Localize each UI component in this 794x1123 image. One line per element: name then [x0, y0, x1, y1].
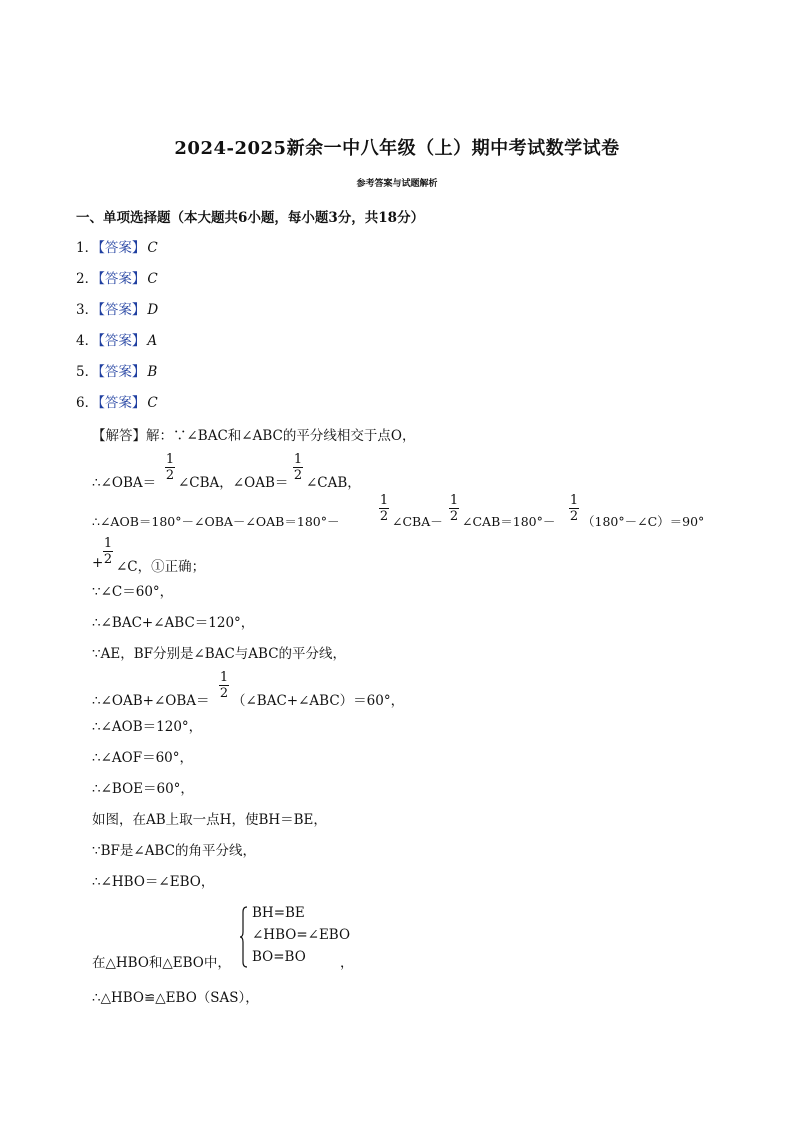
- equation-line: BO=BO: [252, 949, 306, 965]
- answer-item: 2．【答案】 C: [76, 271, 158, 287]
- page-title: 2024-2025新余一中八年级（上）期中考试数学试卷: [174, 138, 620, 159]
- solution-text: ∠C，①正确；: [116, 559, 206, 575]
- solution-text: ∠CAB，: [306, 475, 361, 491]
- fraction: 1 2: [569, 493, 579, 524]
- section-heading: 一、单项选择题（本大题共6小题，每小题3分，共18分）: [76, 210, 425, 226]
- solution-text: ∠CBA－: [392, 514, 443, 529]
- solution-text: ∵∠C＝60°，: [92, 584, 174, 600]
- answer-item: 4．【答案】 A: [76, 333, 158, 349]
- left-brace-icon: [240, 906, 248, 968]
- solution-text: ∴△HBO≌△EBO（SAS），: [92, 990, 259, 1006]
- fraction: 1 2: [165, 452, 175, 483]
- answer-item: 1．【答案】 C: [76, 240, 158, 256]
- answer-item: 3．【答案】 D: [76, 302, 159, 318]
- fraction: 1 2: [219, 670, 229, 701]
- solution-text: ∵BF是∠ABC的角平分线，: [92, 843, 256, 859]
- solution-text: 在△HBO和△EBO中，: [92, 955, 231, 971]
- solution-text: （∠BAC+∠ABC）＝60°，: [232, 693, 405, 709]
- fraction: 1 2: [293, 452, 303, 483]
- solution-text: 如图，在AB上取一点H，使BH＝BE，: [92, 812, 327, 828]
- solution-text: ，: [340, 955, 354, 971]
- page-subtitle: 参考答案与试题解析: [356, 179, 438, 189]
- solution-text: +: [92, 555, 104, 571]
- solution-text: ∴∠AOF＝60°，: [92, 750, 194, 766]
- solution-text: ∴∠AOB＝120°，: [92, 719, 203, 735]
- equation-line: ∠HBO=∠EBO: [252, 927, 351, 943]
- fraction: 1 2: [449, 493, 459, 524]
- solution-text: ∴∠OBA＝: [92, 475, 157, 491]
- solution-text: ∴∠BOE＝60°，: [92, 781, 194, 797]
- fraction: 1 2: [103, 536, 113, 567]
- equation-line: BH=BE: [252, 905, 305, 921]
- solution-text: ∠CAB＝180°－: [462, 514, 556, 529]
- solution-text: （180°－∠C）＝90°: [582, 514, 705, 529]
- solution-intro: 【解答】解：∵∠BAC和∠ABC的平分线相交于点O，: [92, 428, 416, 444]
- solution-text: ∴∠HBO＝∠EBO，: [92, 874, 215, 890]
- solution-text: ∴∠BAC+∠ABC＝120°，: [92, 615, 255, 631]
- solution-text: ∴∠AOB＝180°－∠OBA－∠OAB＝180°－: [92, 514, 340, 529]
- answer-item: 6．【答案】 C: [76, 395, 158, 411]
- solution-text: ∠CBA，∠OAB＝: [178, 475, 289, 491]
- answer-item: 5．【答案】 B: [76, 364, 158, 380]
- solution-text: ∵AE，BF分别是∠BAC与ABC的平分线，: [92, 646, 347, 662]
- fraction: 1 2: [379, 493, 389, 524]
- solution-text: ∴∠OAB+∠OBA＝: [92, 693, 210, 709]
